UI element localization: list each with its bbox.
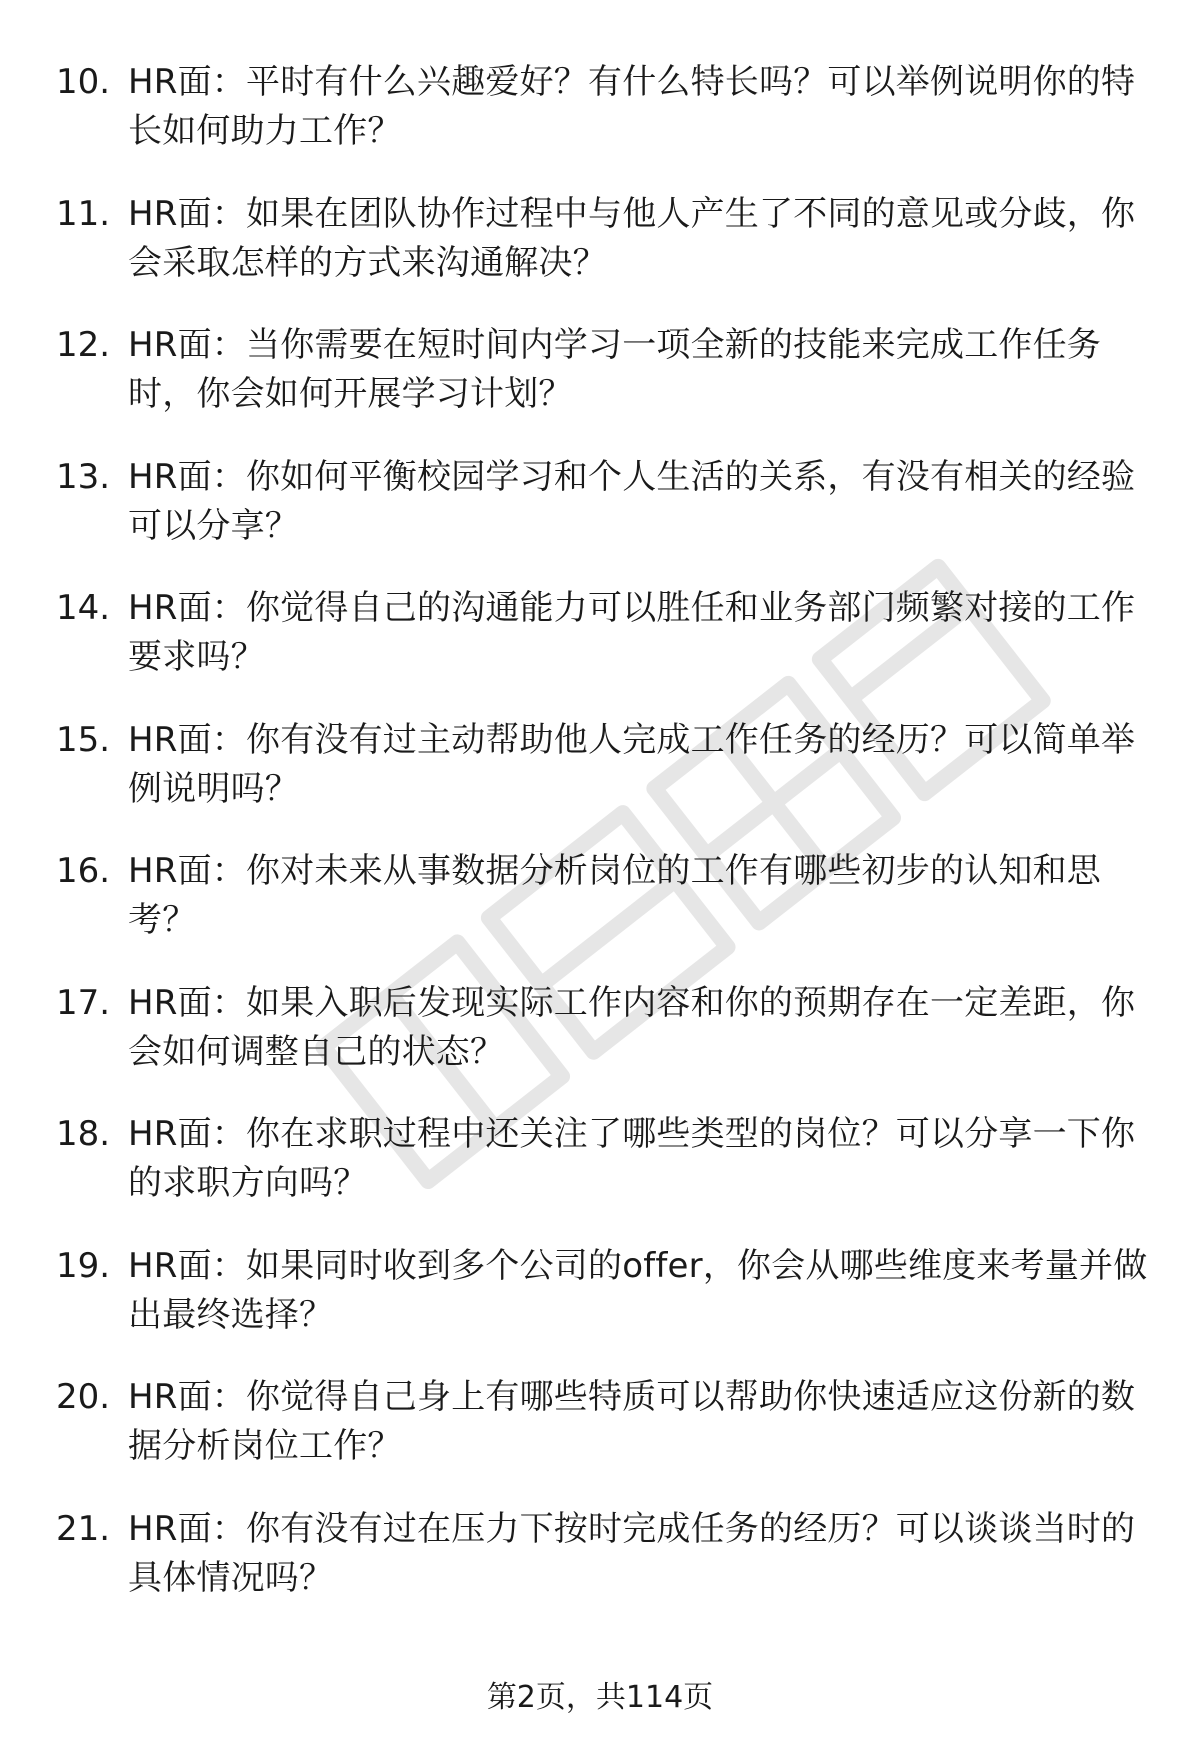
question-text: HR面：当你需要在短时间内学习一项全新的技能来完成工作任务时，你会如何开展学习计划？: [128, 325, 1101, 414]
question-text: HR面：如果在团队协作过程中与他人产生了不同的意见或分歧，你会采取怎样的方式来沟通解决？: [128, 193, 1136, 283]
question-text: HR面：平时有什么兴趣爱好？有什么特长吗？可以举例说明你的特长如何助力工作？: [128, 62, 1136, 151]
list-item: [0, 321, 1200, 453]
list-item: [0, 1110, 1200, 1242]
list-item: [0, 1242, 1200, 1374]
list-item: [0, 979, 1200, 1111]
question-number: 16.: [56, 851, 111, 891]
question-text: HR面：你对未来从事数据分析岗位的工作有哪些初步的认知和思考？: [128, 851, 1101, 940]
question-number: 18.: [56, 1114, 111, 1154]
list-item: [0, 1373, 1200, 1505]
list-item: [0, 1505, 1200, 1637]
question-number: 21.: [56, 1508, 111, 1549]
list-item: [0, 847, 1200, 979]
question-number: 14.: [56, 588, 111, 628]
question-text: HR面：你在求职过程中还关注了哪些类型的岗位？可以分享一下你的求职方向吗？: [128, 1114, 1136, 1203]
question-list: [0, 58, 1200, 1636]
list-item: [0, 716, 1200, 848]
question-number: 15.: [56, 719, 111, 760]
question-number: 10.: [56, 62, 111, 102]
question-text: HR面：你有没有过主动帮助他人完成工作任务的经历？可以简单举例说明吗？: [128, 719, 1136, 809]
question-number: 13.: [56, 456, 111, 497]
question-number: 20.: [56, 1377, 111, 1417]
question-text: HR面：如果同时收到多个公司的offer，你会从哪些维度来考量并做出最终选择？: [128, 1245, 1148, 1335]
question-text: HR面：如果入职后发现实际工作内容和你的预期存在一定差距，你会如何调整自己的状态？: [128, 982, 1136, 1072]
question-text: HR面：你有没有过在压力下按时完成任务的经历？可以谈谈当时的具体情况吗？: [128, 1508, 1136, 1598]
question-text: HR面：你觉得自己身上有哪些特质可以帮助你快速适应这份新的数据分析岗位工作？: [128, 1377, 1136, 1466]
question-text: HR面：你如何平衡校园学习和个人生活的关系，有没有相关的经验可以分享？: [128, 456, 1136, 546]
question-number: 17.: [56, 982, 111, 1023]
page-footer: 第2页，共114页: [486, 1680, 714, 1715]
list-item: [0, 584, 1200, 716]
question-text: HR面：你觉得自己的沟通能力可以胜任和业务部门频繁对接的工作要求吗？: [128, 588, 1136, 677]
list-item: [0, 58, 1200, 190]
question-number: 12.: [56, 325, 111, 365]
list-item: [0, 453, 1200, 585]
question-number: 11.: [56, 193, 111, 234]
question-number: 19.: [56, 1245, 111, 1286]
list-item: [0, 190, 1200, 322]
